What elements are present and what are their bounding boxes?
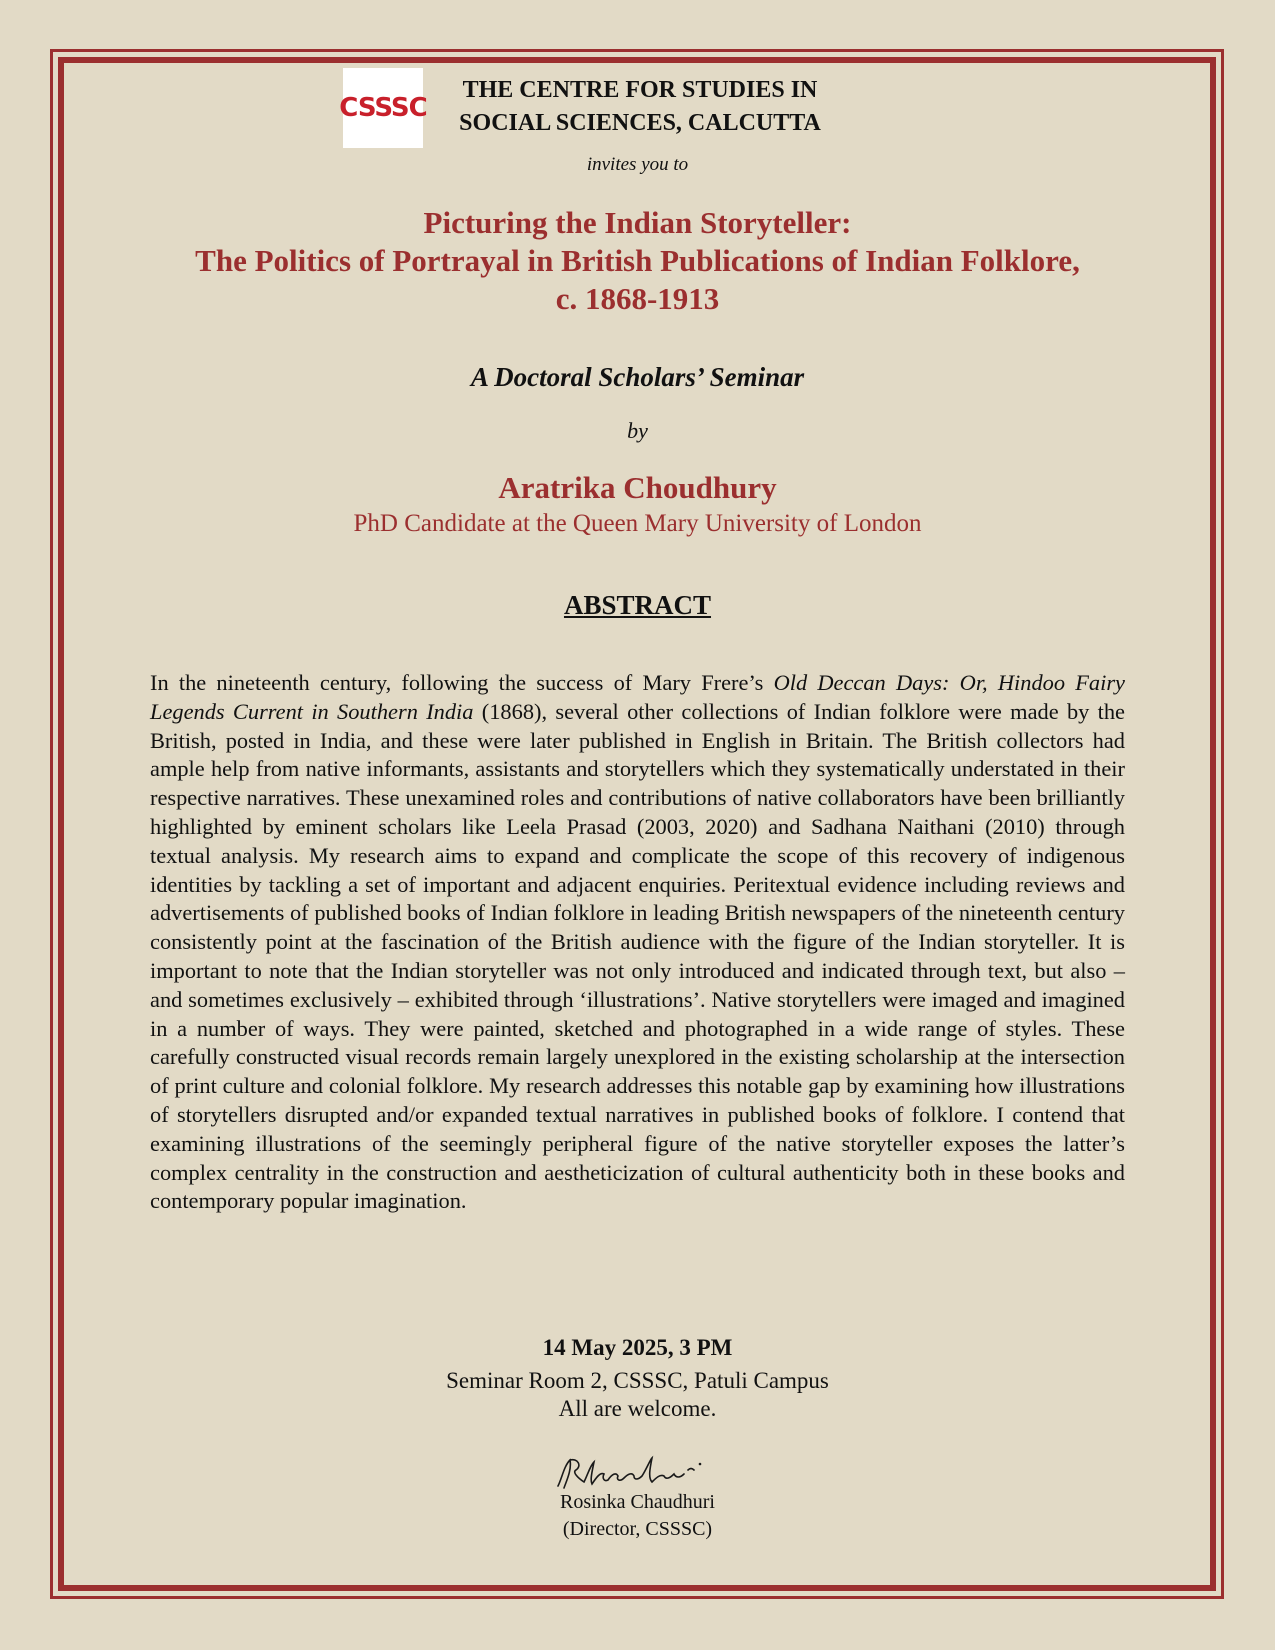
abstract-text-rest: (1868), several other collections of Indian folklore were made by the British, posted in India, and these were later published in English in Britain. The British collectors had ample help from native informants, assistants and storytellers which they systematically understated in their respective narratives. These unexamined roles and contributions of native collaborators have been brilliantly highlighted by eminent scholars like Leela Prasad (2003, 2020) and Sadhana Naithani (2010) through textual analysis. My research aims to expand and complicate the scope of this recovery of indigenous identities by tackling a set of important and adjacent enquiries. Peritextual evidence including reviews and advertisements of published books of Indian folklore in leading British newspapers of the nineteenth century consistently point at the fascination of the British audience with the figure of the Indian storyteller. It is important to note that the Indian storyteller was not only introduced and indicated through text, but also – and sometimes exclusively – exhibited through ‘illustrations’. Native storytellers were imaged and imagined in a number of ways. They were painted, sketched and photographed in a wide range of styles. These carefully constructed visual records remain largely unexplored in the existing scholarship at the intersection of print culture and colonial folklore. My research addresses this notable gap by examining how illustrations of storytellers disrupted and/or expanded textual narratives in published books of folklore. I contend that examining illustrations of the seemingly peripheral figure of the native storyteller exposes the latter’s complex centrality in the construction and aestheticization of cultural authenticity both in these books and contemporary popular imagination. [150, 698, 1125, 1214]
signatory-name: Rosinka Chaudhuri [560, 1491, 715, 1513]
abstract-heading: ABSTRACT [563, 590, 712, 620]
book-title: Old Deccan Days: Or, Hindoo Fairy Legends Current in Southern India [150, 670, 1125, 724]
abstract-text-start: In the nineteenth century, following the success of Mary Frere’s [150, 670, 774, 695]
speaker-affiliation: PhD Candidate at the Queen Mary University of London [353, 510, 922, 537]
event-title-line1: Picturing the Indian Storyteller: [423, 205, 852, 240]
institution-name-line2: SOCIAL SCIENCES, CALCUTTA [459, 110, 821, 136]
event-date-time: 14 May 2025, 3 PM [542, 1335, 733, 1360]
abstract-paragraph [150, 669, 1125, 1216]
seminar-type: A Doctoral Scholars’ Seminar [470, 362, 805, 392]
logo-text: CSSSC [339, 93, 427, 123]
institution-name-line1: THE CENTRE FOR STUDIES IN [462, 77, 818, 103]
event-venue: Seminar Room 2, CSSSC, Patuli Campus [446, 1368, 829, 1393]
signatory-role: (Director, CSSSC) [562, 1518, 713, 1540]
csssc-logo [339, 68, 427, 148]
institution-name [430, 74, 850, 140]
event-title-line3: c. 1868-1913 [555, 281, 720, 316]
event-title-line2: The Politics of Portrayal in British Publications of Indian Folklore, [195, 243, 1080, 278]
abstract-body [150, 669, 1125, 1216]
speaker-name: Aratrika Choudhury [498, 470, 777, 505]
welcome-note: All are welcome. [558, 1396, 717, 1421]
event-title [0, 204, 1275, 318]
by-text: by [627, 418, 648, 443]
invites-text: invites you to [586, 154, 689, 175]
